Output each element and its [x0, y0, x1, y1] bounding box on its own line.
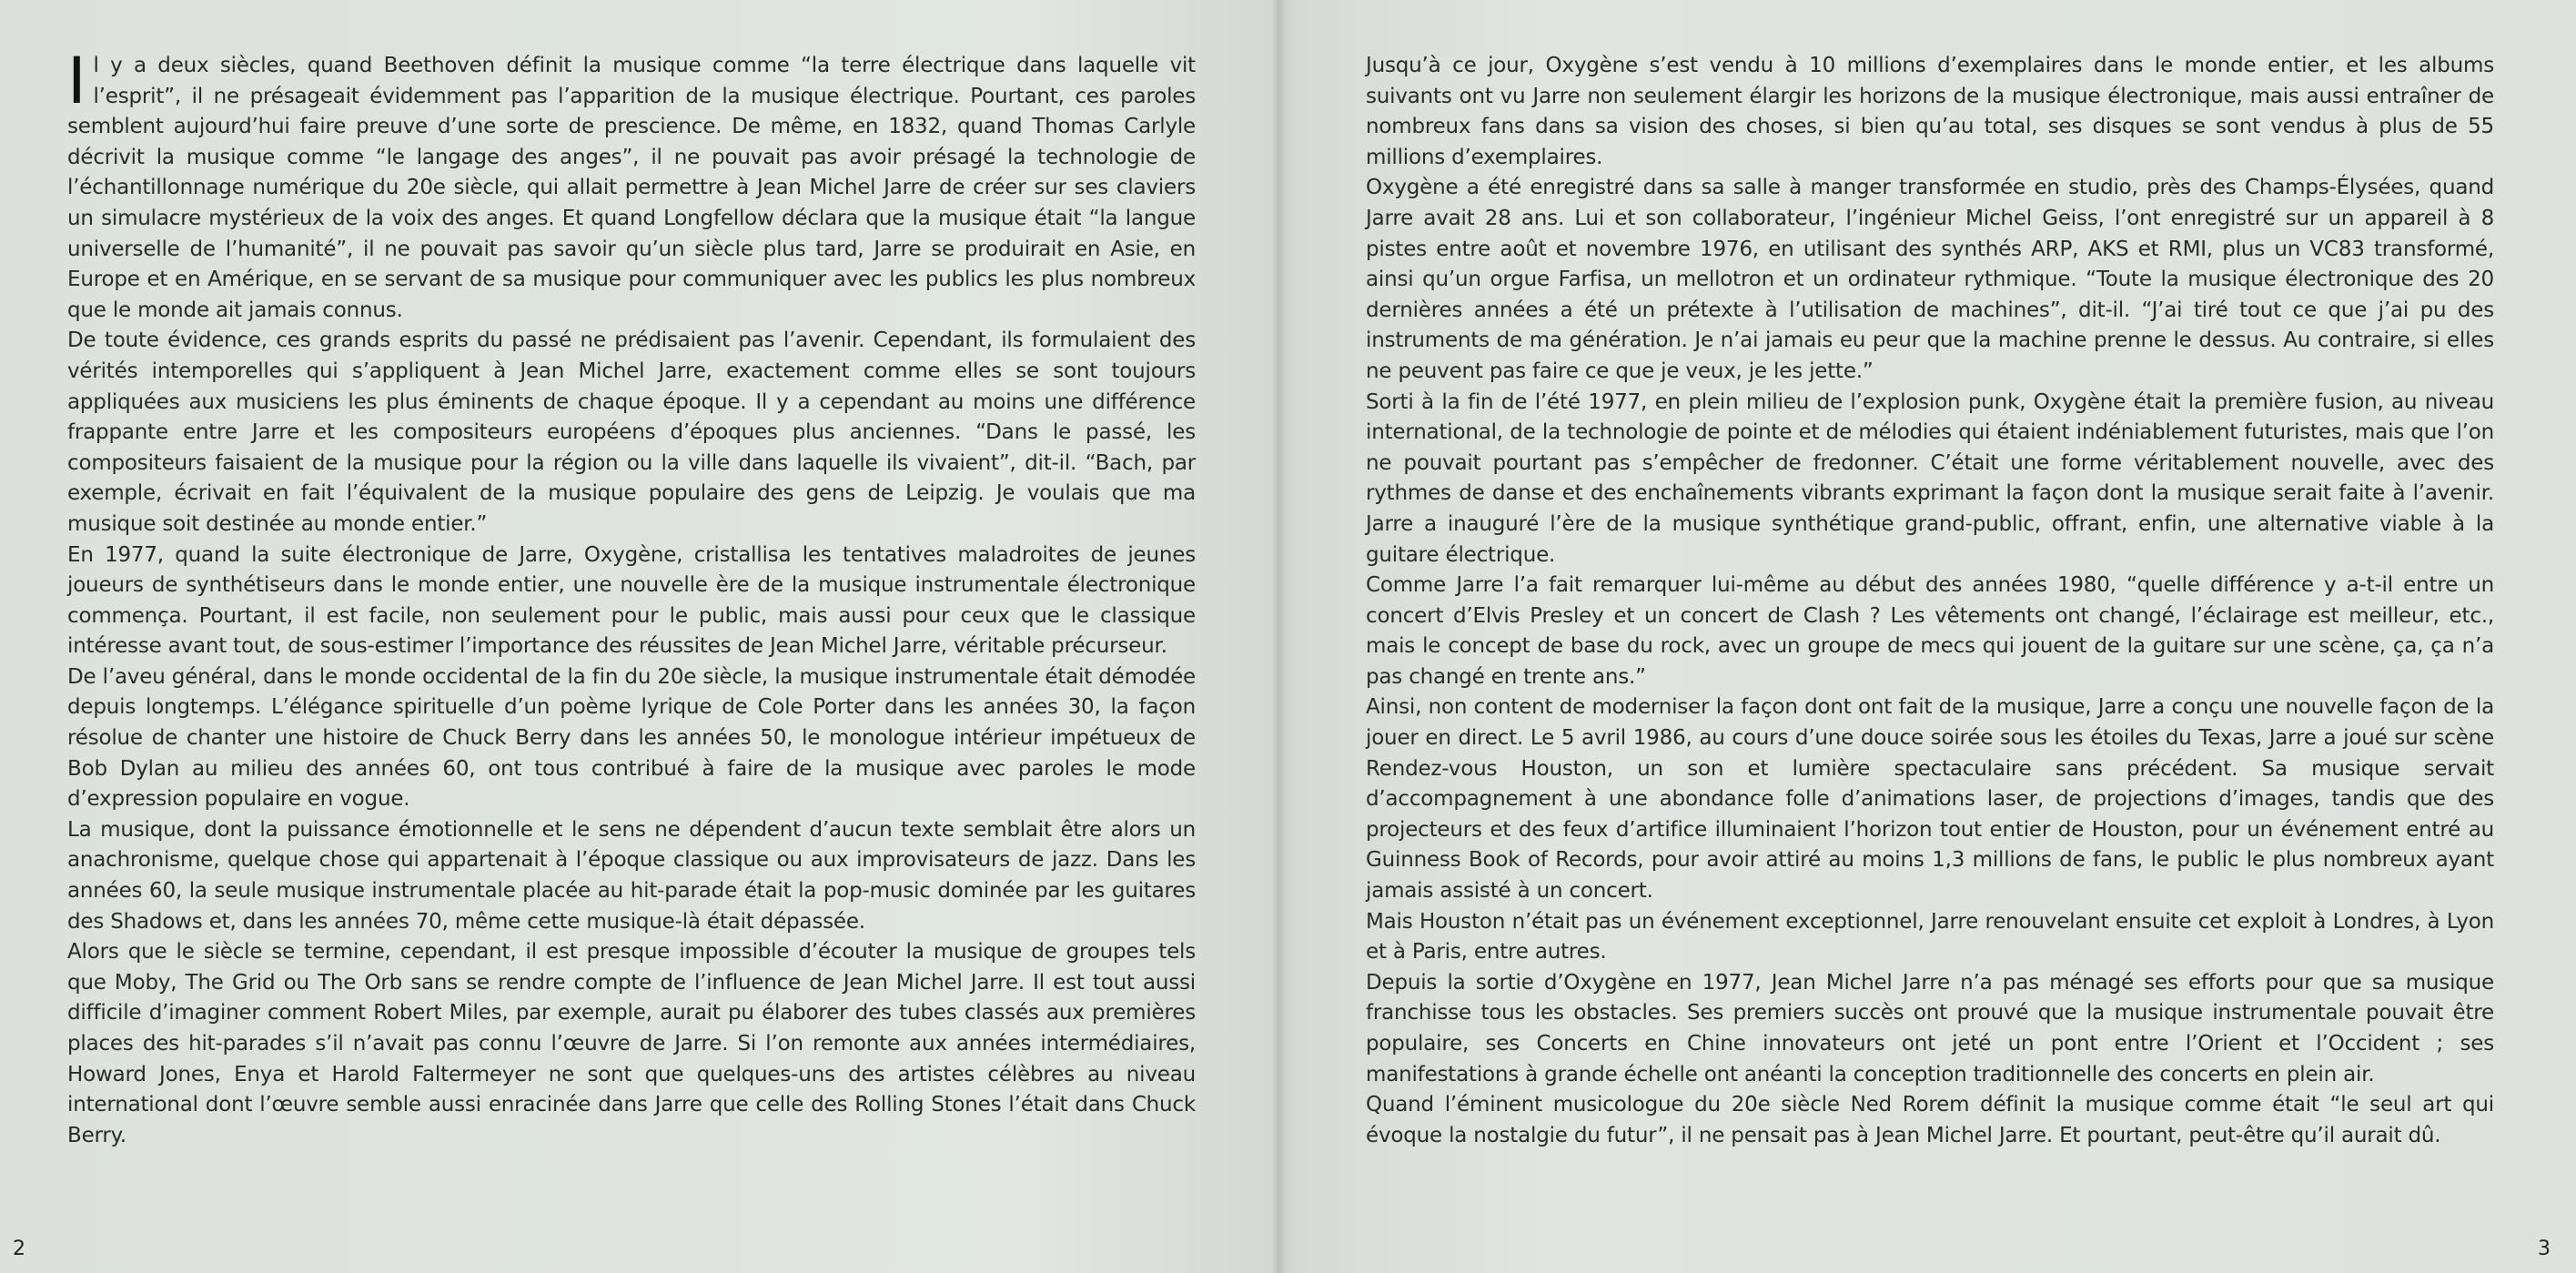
paragraph: En 1977, quand la suite électronique de Jarre, Oxygène, cristallisa les tentatives maladroites de jeunes joueurs de synthétiseurs dans le monde entier, une nouvelle ère de la musique instrumentale électronique commença. Pourtant, il est facile, non seulement pour le public, mais aussi pour ceux que le classique intéresse avant tout, de sous-estimer l’importance des réussites de Jean Michel Jarre, véritable précurseur.	[67, 542, 1196, 659]
left-page-text	[67, 44, 1196, 1151]
paragraph: Quand l’éminent musicologue du 20e siècle Ned Rorem définit la musique comme était “le seul art qui évoque la nostalgie du futur”, il ne pensait pas à Jean Michel Jarre. Et pourtant, peut-être qu’il aurait dû.	[1366, 1093, 2494, 1147]
left-page	[0, 0, 1278, 1273]
right-page	[1278, 0, 2576, 1273]
paragraph: Jusqu’à ce jour, Oxygène s’est vendu à 10 millions d’exemplaires dans le monde entier, et les albums suivants ont vu Jarre non seulement élargir les horizons de la musique électronique, mais aussi entraîner de nombreux fans dans sa vision des choses, si bien qu’au total, ses disques se sont vendus à plus de 55 millions d’exemplaires.	[1366, 54, 2494, 169]
paragraph: Sorti à la fin de l’été 1977, en plein milieu de l’explosion punk, Oxygène était la première fusion, au niveau international, de la technologie de pointe et de mélodies qui étaient indéniablement futuristes, mais que l’on ne pouvait pourtant pas s’empêcher de fredonner. C’était une forme véritablement nouvelle, avec des rythmes de danse et des enchaînements vibrants exprimant la façon dont la musique serait faite à l’avenir. Jarre a inauguré l’ère de la musique synthétique grand-public, offrant, enfin, une alternative viable à la guitare électrique.	[1366, 389, 2494, 567]
page-number: 2	[13, 1238, 25, 1260]
paragraph: Mais Houston n’était pas un événement exceptionnel, Jarre renouvelant ensuite cet exploit à Londres, à Lyon et à Paris, entre autres.	[1366, 909, 2494, 965]
paragraph: Oxygène a été enregistré dans sa salle à manger transformée en studio, près des Champs-Élysées, quand Jarre avait 28 ans. Lui et son collaborateur, l’ingénieur Michel Geiss, l’ont enregistré sur un appareil à 8 pistes entre août et novembre 1976, en utilisant des synthés ARP, AKS et RMI, plus un VC83 transformé, ainsi qu’un orgue Farfisa, un mellotron et un ordinateur rythmique. “Toute la musique électronique des 20 dernières années a été un prétexte à l’utilisation de machines”, dit-il. “J’ai tiré tout ce que j’ai pu des instruments de ma génération. Je n’ai jamais eu peur que la machine prenne le dessus. Au contraire, si elles ne peuvent pas faire ce que je veux, je les jette.”	[1366, 176, 2494, 383]
paragraph: Ainsi, non content de moderniser la façon dont ont fait de la musique, Jarre a conçu une nouvelle façon de la jouer en direct. Le 5 avril 1986, au cours d’une douce soirée sous les étoiles du Texas, Jarre a joué sur scène Rendez-vous Houston, un son et lumière spectaculaire sans précédent. Sa musique servait d’accompagnement à une abondance folle d’animations laser, de projections d’images, tandis que des projecteurs et des feux d’artifice illuminaient l’horizon tout entier de Houston, pour un événement entré au Guinness Book of Records, pour avoir attiré au moins 1,3 millions de fans, le public le plus nombreux ayant jamais assisté à un concert.	[1366, 695, 2494, 904]
paragraph: De toute évidence, ces grands esprits du passé ne prédisaient pas l’avenir. Cependant, ils formulaient des vérités intemporelles qui s’appliquent à Jean Michel Jarre, exactement comme elles se sont toujours appliquées aux musiciens les plus éminents de chaque époque. Il y a cependant au moins une différence frappante entre Jarre et les compositeurs européens d’époques plus anciennes. “Dans le passé, les compositeurs faisaient de la musique pour la région ou la ville dans laquelle ils vivaient”, dit-il. “Bach, par exemple, écrivait en fait l’équivalent de la musique populaire des gens de Leipzig. Je voulais que ma musique soit destinée au monde entier.”	[67, 328, 1196, 536]
paragraph: La musique, dont la puissance émotionnelle et le sens ne dépendent d’aucun texte semblait être alors un anachronisme, quelque chose qui appartenait à l’époque classique ou aux improvisateurs de jazz. Dans les années 60, la seule musique instrumentale placée au hit-parade était la pop-music dominée par les guitares des Shadows et, dans les années 70, même cette musique-là était dépassée.	[67, 817, 1196, 934]
paragraph: Il y a deux siècles, quand Beethoven définit la musique comme “la terre électrique dans laquelle vit l’esprit”, il ne présageait évidemment pas l’apparition de la musique électrique. Pourtant, ces paroles semblent aujourd’hui faire preuve d’une sorte de prescience. De même, en 1832, quand Thomas Carlyle décrivit la musique comme “le langage des anges”, il ne pouvait pas avoir présagé la technologie de l’échantillonnage numérique du 20e siècle, qui allait permettre à Jean Michel Jarre de créer sur ses claviers un simulacre mystérieux de la voix des anges. Et quand Longfellow déclara que la musique était “la langue universelle de l’humanité”, il ne pouvait pas savoir qu’un siècle plus tard, Jarre se produirait en Asie, en Europe et en Amérique, en se servant de sa musique pour communiquer avec les publics les plus nombreux que le monde ait jamais connus.	[67, 44, 1196, 322]
paragraph: Comme Jarre l’a fait remarquer lui-même au début des années 1980, “quelle différence y a-t-il entre un concert d’Elvis Presley et un concert de Clash ? Les vêtements ont changé, l’éclairage est meilleur, etc., mais le concept de base du rock, avec un groupe de mecs qui jouent de la guitare sur une scène, ça, ça n’a pas changé en trente ans.”	[1366, 573, 2494, 689]
right-page-text	[1366, 51, 2494, 1151]
paragraph: De l’aveu général, dans le monde occidental de la fin du 20e siècle, la musique instrumentale était démodée depuis longtemps. L’élégance spirituelle d’un poème lyrique de Cole Porter dans les années 30, la façon résolue de chanter une histoire de Chuck Berry dans les années 50, le monologue intérieur impétueux de Bob Dylan au milieu des années 60, ont tous contribué à faire de la musique avec paroles le mode d’expression populaire en vogue.	[67, 664, 1196, 812]
paragraph: Depuis la sortie d’Oxygène en 1977, Jean Michel Jarre n’a pas ménagé ses efforts pour que sa musique franchisse tous les obstacles. Ses premiers succès ont prouvé que la musique instrumentale pouvait être populaire, ses Concerts en Chine innovateurs ont jeté un pont entre l’Orient et l’Occident ; ses manifestations à grande échelle ont anéanti la conception traditionnelle des concerts en plein air.	[1366, 970, 2494, 1086]
page-number: 3	[2538, 1238, 2551, 1260]
paragraph: Alors que le siècle se termine, cependant, il est presque impossible d’écouter la musique de groupes tels que Moby, The Grid ou The Orb sans se rendre compte de l’influence de Jean Michel Jarre. Il est tout aussi difficile d’imaginer comment Robert Miles, par exemple, aurait pu élaborer des tubes classés aux premières places des hit-parades s’il n’avait pas connu l’œuvre de Jarre. Si l’on remonte aux années intermédiaires, Howard Jones, Enya et Harold Faltermeyer ne sont que quelques-uns des artistes célèbres au niveau international dont l’œuvre semble aussi enracinée dans Jarre que celle des Rolling Stones l’était dans Chuck Berry.	[67, 940, 1196, 1147]
drop-cap: I	[67, 44, 86, 118]
